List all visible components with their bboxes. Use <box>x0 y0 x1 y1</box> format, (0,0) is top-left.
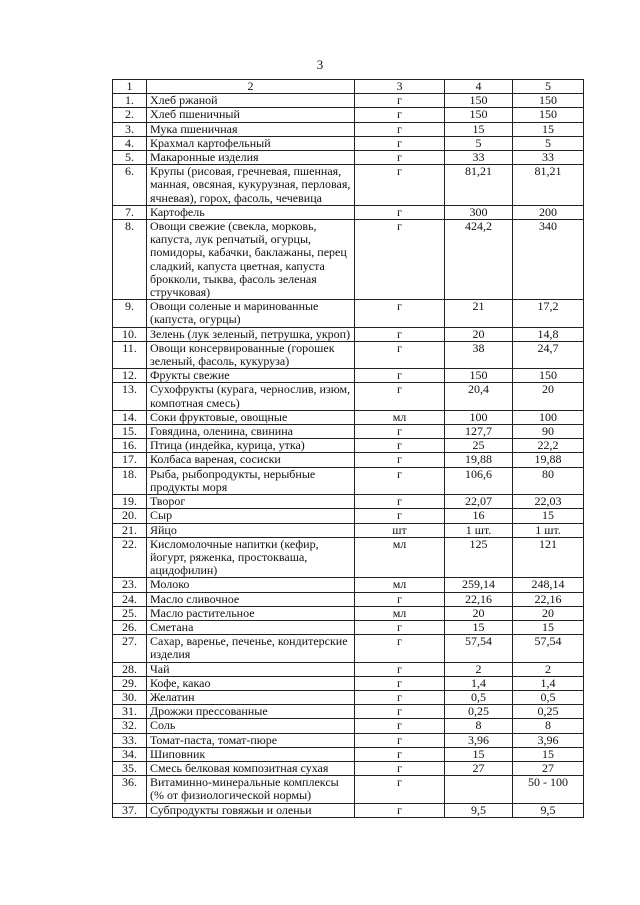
norm-value-2: 50 - 100 <box>513 776 584 803</box>
norm-value-1: 38 <box>445 341 513 368</box>
norm-value-2: 150 <box>513 94 584 108</box>
table-row <box>113 439 584 453</box>
unit: г <box>355 122 445 136</box>
unit: г <box>355 220 445 300</box>
norm-value-2: 15 <box>513 122 584 136</box>
norm-value-2: 80 <box>513 467 584 494</box>
norm-value-2: 2 <box>513 662 584 676</box>
product-name: Шиповник <box>147 747 355 761</box>
norm-value-2: 9,5 <box>513 803 584 817</box>
row-number: 28. <box>113 662 147 676</box>
product-name: Кофе, какао <box>147 676 355 690</box>
norm-value-2: 15 <box>513 509 584 523</box>
norm-value-2: 0,5 <box>513 690 584 704</box>
food-norms-table <box>112 79 584 818</box>
product-name: Крахмал картофельный <box>147 136 355 150</box>
table-row <box>113 136 584 150</box>
norm-value-1: 8 <box>445 719 513 733</box>
norm-value-2: 100 <box>513 410 584 424</box>
table-row <box>113 341 584 368</box>
row-number: 37. <box>113 803 147 817</box>
norm-value-1: 150 <box>445 94 513 108</box>
norm-value-1: 100 <box>445 410 513 424</box>
table-row <box>113 803 584 817</box>
norm-value-1: 20,4 <box>445 383 513 410</box>
row-number: 3. <box>113 122 147 136</box>
row-number: 35. <box>113 761 147 775</box>
norm-value-1: 25 <box>445 439 513 453</box>
unit: г <box>355 733 445 747</box>
row-number: 5. <box>113 151 147 165</box>
table-row <box>113 151 584 165</box>
row-number: 12. <box>113 369 147 383</box>
norm-value-2: 22,2 <box>513 439 584 453</box>
norm-value-2: 24,7 <box>513 341 584 368</box>
row-number: 36. <box>113 776 147 803</box>
norm-value-1: 150 <box>445 108 513 122</box>
table-row <box>113 719 584 733</box>
table-row <box>113 537 584 578</box>
unit: г <box>355 662 445 676</box>
table-row <box>113 776 584 803</box>
page-number: 3 <box>316 57 324 72</box>
table-row <box>113 369 584 383</box>
product-name: Сухофрукты (курага, чернослив, изюм, компотная смесь) <box>147 383 355 410</box>
row-number: 31. <box>113 705 147 719</box>
table-header-row <box>113 80 584 94</box>
product-name: Овощи соленые и маринованные (капуста, огурцы) <box>147 300 355 327</box>
product-name: Говядина, оленина, свинина <box>147 425 355 439</box>
norm-value-1: 125 <box>445 537 513 578</box>
row-number: 23. <box>113 578 147 592</box>
norm-value-1: 15 <box>445 620 513 634</box>
product-name: Крупы (рисовая, гречневая, пшенная, манная, овсяная, кукурузная, перловая, ячневая), горох, фасоль, чечевица <box>147 165 355 206</box>
product-name: Яйцо <box>147 523 355 537</box>
row-number: 8. <box>113 220 147 300</box>
product-name: Овощи свежие (свекла, морковь, капуста, лук репчатый, огурцы, помидоры, кабачки, баклажаны, перец сладкий, капуста цветная, капуста брокколи, тыква, фасоль зеленая стручковая) <box>147 220 355 300</box>
row-number: 20. <box>113 509 147 523</box>
norm-value-2: 27 <box>513 761 584 775</box>
norm-value-2: 200 <box>513 205 584 219</box>
norm-value-1: 22,16 <box>445 592 513 606</box>
norm-value-1: 19,88 <box>445 453 513 467</box>
norm-value-1: 21 <box>445 300 513 327</box>
header-cell-3: 3 <box>355 80 445 94</box>
norm-value-2: 248,14 <box>513 578 584 592</box>
row-number: 7. <box>113 205 147 219</box>
product-name: Смесь белковая композитная сухая <box>147 761 355 775</box>
table-row <box>113 509 584 523</box>
product-name: Масло сливочное <box>147 592 355 606</box>
product-name: Хлеб ржаной <box>147 94 355 108</box>
norm-value-2: 1 шт. <box>513 523 584 537</box>
unit: г <box>355 341 445 368</box>
row-number: 25. <box>113 606 147 620</box>
table-row <box>113 606 584 620</box>
norm-value-2: 15 <box>513 747 584 761</box>
product-name: Макаронные изделия <box>147 151 355 165</box>
unit: г <box>355 803 445 817</box>
unit: г <box>355 635 445 662</box>
product-name: Субпродукты говяжьи и оленьи <box>147 803 355 817</box>
table-row <box>113 220 584 300</box>
table-row <box>113 662 584 676</box>
unit: г <box>355 719 445 733</box>
norm-value-1: 15 <box>445 747 513 761</box>
row-number: 26. <box>113 620 147 634</box>
unit: г <box>355 383 445 410</box>
unit: г <box>355 495 445 509</box>
row-number: 22. <box>113 537 147 578</box>
table-row <box>113 94 584 108</box>
unit: г <box>355 690 445 704</box>
product-name: Соль <box>147 719 355 733</box>
norm-value-2: 150 <box>513 108 584 122</box>
unit: шт <box>355 523 445 537</box>
norm-value-2: 0,25 <box>513 705 584 719</box>
header-cell-5: 5 <box>513 80 584 94</box>
norm-value-2: 81,21 <box>513 165 584 206</box>
row-number: 6. <box>113 165 147 206</box>
row-number: 24. <box>113 592 147 606</box>
row-number: 14. <box>113 410 147 424</box>
table-row <box>113 747 584 761</box>
row-number: 29. <box>113 676 147 690</box>
product-name: Желатин <box>147 690 355 704</box>
table-row <box>113 705 584 719</box>
norm-value-2: 150 <box>513 369 584 383</box>
norm-value-1 <box>445 776 513 803</box>
table-row <box>113 523 584 537</box>
table-row <box>113 733 584 747</box>
product-name: Творог <box>147 495 355 509</box>
product-name: Картофель <box>147 205 355 219</box>
row-number: 19. <box>113 495 147 509</box>
unit: г <box>355 151 445 165</box>
product-name: Сыр <box>147 509 355 523</box>
table-row <box>113 383 584 410</box>
product-name: Масло растительное <box>147 606 355 620</box>
norm-value-2: 8 <box>513 719 584 733</box>
norm-value-1: 81,21 <box>445 165 513 206</box>
row-number: 27. <box>113 635 147 662</box>
table-row <box>113 676 584 690</box>
row-number: 30. <box>113 690 147 704</box>
unit: мл <box>355 410 445 424</box>
table-row <box>113 467 584 494</box>
norm-value-1: 33 <box>445 151 513 165</box>
table-row <box>113 108 584 122</box>
norm-value-1: 3,96 <box>445 733 513 747</box>
product-name: Зелень (лук зеленый, петрушка, укроп) <box>147 327 355 341</box>
header-cell-2: 2 <box>147 80 355 94</box>
row-number: 18. <box>113 467 147 494</box>
product-name: Молоко <box>147 578 355 592</box>
row-number: 33. <box>113 733 147 747</box>
unit: мл <box>355 578 445 592</box>
product-name: Кисломолочные напитки (кефир, йогурт, ряженка, простокваша, ацидофилин) <box>147 537 355 578</box>
unit: г <box>355 705 445 719</box>
norm-value-2: 1,4 <box>513 676 584 690</box>
unit: г <box>355 300 445 327</box>
unit: г <box>355 620 445 634</box>
norm-value-1: 300 <box>445 205 513 219</box>
unit: г <box>355 205 445 219</box>
table-row <box>113 495 584 509</box>
product-name: Томат-паста, томат-пюре <box>147 733 355 747</box>
unit: г <box>355 747 445 761</box>
norm-value-1: 424,2 <box>445 220 513 300</box>
unit: г <box>355 676 445 690</box>
row-number: 9. <box>113 300 147 327</box>
product-name: Овощи консервированные (горошек зеленый, фасоль, кукуруза) <box>147 341 355 368</box>
norm-value-2: 20 <box>513 606 584 620</box>
table-row <box>113 578 584 592</box>
norm-value-2: 3,96 <box>513 733 584 747</box>
table-row <box>113 205 584 219</box>
norm-value-1: 1 шт. <box>445 523 513 537</box>
table-row <box>113 410 584 424</box>
norm-value-1: 0,5 <box>445 690 513 704</box>
table-row <box>113 327 584 341</box>
unit: г <box>355 108 445 122</box>
norm-value-1: 22,07 <box>445 495 513 509</box>
norm-value-1: 1,4 <box>445 676 513 690</box>
product-name: Сахар, варенье, печенье, кондитерские изделия <box>147 635 355 662</box>
norm-value-2: 121 <box>513 537 584 578</box>
table-row <box>113 635 584 662</box>
row-number: 4. <box>113 136 147 150</box>
header-cell-4: 4 <box>445 80 513 94</box>
unit: г <box>355 165 445 206</box>
product-name: Сметана <box>147 620 355 634</box>
unit: г <box>355 369 445 383</box>
unit: г <box>355 467 445 494</box>
row-number: 34. <box>113 747 147 761</box>
norm-value-1: 9,5 <box>445 803 513 817</box>
norm-value-2: 57,54 <box>513 635 584 662</box>
norm-value-1: 20 <box>445 327 513 341</box>
unit: г <box>355 761 445 775</box>
product-name: Чай <box>147 662 355 676</box>
table-row <box>113 165 584 206</box>
unit: г <box>355 453 445 467</box>
norm-value-2: 22,16 <box>513 592 584 606</box>
row-number: 11. <box>113 341 147 368</box>
norm-value-1: 27 <box>445 761 513 775</box>
table-row <box>113 690 584 704</box>
norm-value-1: 2 <box>445 662 513 676</box>
table-row <box>113 425 584 439</box>
norm-value-1: 16 <box>445 509 513 523</box>
norm-value-1: 20 <box>445 606 513 620</box>
norm-value-1: 127,7 <box>445 425 513 439</box>
product-name: Хлеб пшеничный <box>147 108 355 122</box>
norm-value-2: 22,03 <box>513 495 584 509</box>
unit: г <box>355 136 445 150</box>
unit: мл <box>355 606 445 620</box>
product-name: Витаминно-минеральные комплексы (% от физиологической нормы) <box>147 776 355 803</box>
unit: г <box>355 425 445 439</box>
unit: г <box>355 592 445 606</box>
table-row <box>113 300 584 327</box>
row-number: 1. <box>113 94 147 108</box>
row-number: 16. <box>113 439 147 453</box>
row-number: 17. <box>113 453 147 467</box>
norm-value-2: 90 <box>513 425 584 439</box>
product-name: Колбаса вареная, сосиски <box>147 453 355 467</box>
norm-value-1: 106,6 <box>445 467 513 494</box>
table-row <box>113 453 584 467</box>
norm-value-2: 15 <box>513 620 584 634</box>
norm-value-1: 150 <box>445 369 513 383</box>
norm-value-2: 17,2 <box>513 300 584 327</box>
product-name: Фрукты свежие <box>147 369 355 383</box>
product-name: Дрожжи прессованные <box>147 705 355 719</box>
product-name: Мука пшеничная <box>147 122 355 136</box>
unit: г <box>355 776 445 803</box>
product-name: Птица (индейка, курица, утка) <box>147 439 355 453</box>
norm-value-1: 259,14 <box>445 578 513 592</box>
row-number: 2. <box>113 108 147 122</box>
unit: г <box>355 509 445 523</box>
norm-value-1: 15 <box>445 122 513 136</box>
row-number: 10. <box>113 327 147 341</box>
table-row <box>113 620 584 634</box>
norm-value-2: 340 <box>513 220 584 300</box>
norm-value-1: 57,54 <box>445 635 513 662</box>
table-row <box>113 592 584 606</box>
norm-value-2: 20 <box>513 383 584 410</box>
unit: г <box>355 439 445 453</box>
row-number: 32. <box>113 719 147 733</box>
table-row <box>113 122 584 136</box>
product-name: Соки фруктовые, овощные <box>147 410 355 424</box>
table-row <box>113 761 584 775</box>
norm-value-1: 0,25 <box>445 705 513 719</box>
norm-value-2: 14,8 <box>513 327 584 341</box>
unit: мл <box>355 537 445 578</box>
row-number: 13. <box>113 383 147 410</box>
unit: г <box>355 94 445 108</box>
header-cell-1: 1 <box>113 80 147 94</box>
norm-value-2: 5 <box>513 136 584 150</box>
row-number: 21. <box>113 523 147 537</box>
norm-value-2: 19,88 <box>513 453 584 467</box>
norm-value-1: 5 <box>445 136 513 150</box>
norm-value-2: 33 <box>513 151 584 165</box>
product-name: Рыба, рыбопродукты, нерыбные продукты моря <box>147 467 355 494</box>
row-number: 15. <box>113 425 147 439</box>
unit: г <box>355 327 445 341</box>
